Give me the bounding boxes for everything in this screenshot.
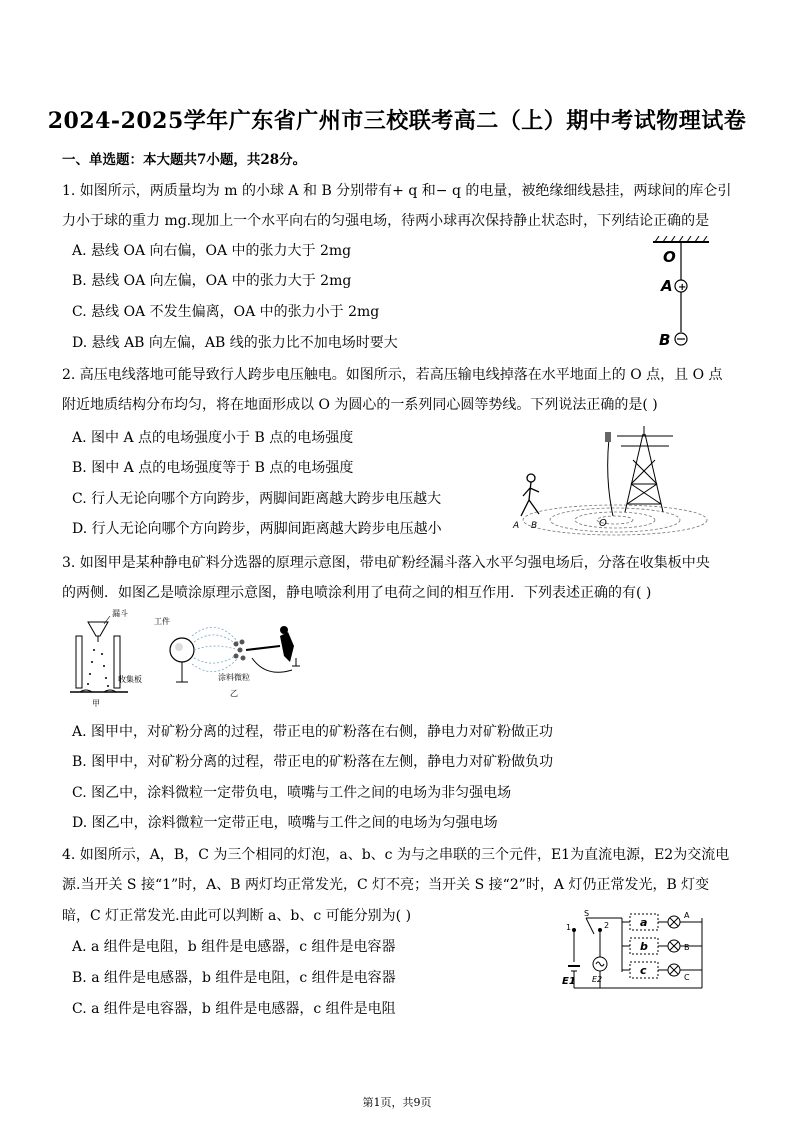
q2-option-a: A. 图中 A 点的电场强度小于 B 点的电场强度	[72, 430, 354, 446]
q4-label-1: 1	[566, 923, 572, 932]
q3-label-work: 工件	[154, 617, 170, 626]
q4-circuit-figure	[560, 908, 720, 996]
q3-option-a: A. 图甲中，对矿粉分离的过程，带正电的矿粉落在右侧，静电力对矿粉做正功	[72, 724, 554, 740]
q2-power-line-figure	[505, 420, 730, 538]
q1-option-b: B. 悬线 OA 向左偏，OA 中的张力大于 2mg	[72, 273, 352, 289]
q4-label-e2: E2	[592, 975, 603, 984]
q4-label-lamp-c: C	[684, 973, 690, 982]
q1-stem-line2: 力小于球的重力 mg.现加上一个水平向右的匀强电场，待两小球再次保持静止状态时，下列结论正确的是	[62, 213, 710, 229]
q2-option-b: B. 图中 A 点的电场强度等于 B 点的电场强度	[72, 460, 354, 476]
q4-stem-line2: 源.当开关 S 接“1”时，A、B 两灯均正常发光，C 灯不亮；当开关 S 接“2”时，A 灯仍正常发光，B 灯变	[62, 877, 710, 893]
page-title: 2024-2025学年广东省广州市三校联考高二（上）期中考试物理试卷	[47, 108, 747, 134]
q3-label-yi: 乙	[230, 689, 238, 698]
q1-label-a: A	[661, 277, 673, 295]
q1-stem-line1: 1. 如图所示，两质量均为 m 的小球 A 和 B 分别带有+ q 和− q 的电量，被绝缘细线悬挂，两球间的库仑引	[62, 183, 732, 199]
q1-label-o: O	[663, 248, 676, 266]
q3-label-plate: 收集板	[118, 675, 142, 684]
q1-option-a: A. 悬线 OA 向右偏，OA 中的张力大于 2mg	[72, 243, 352, 259]
q4-label-c: c	[640, 964, 647, 977]
q2-label-o: O	[599, 518, 607, 529]
q2-option-d: D. 行人无论向哪个方向跨步，两脚间距离越大跨步电压越小	[72, 521, 442, 537]
q4-label-2: 2	[604, 921, 610, 930]
q3-stem-line2: 的两侧．如图乙是喷涂原理示意图，静电喷涂利用了电荷之间的相互作用．下列表述正确的有( )	[62, 585, 652, 601]
section-heading: 一、单选题：本大题共7小题，共28分。	[62, 152, 307, 168]
q3-option-b: B. 图甲中，对矿粉分离的过程，带正电的矿粉落在左侧，静电力对矿粉做负功	[72, 754, 554, 770]
svg-text:+: +	[678, 282, 687, 293]
q1-pendulum-figure	[645, 236, 715, 356]
q2-stem-line1: 2. 高压电线落地可能导致行人跨步电压触电。如图所示，若高压输电线掉落在水平地面上的 O 点，且 O 点	[62, 367, 723, 383]
q3-label-jia: 甲	[92, 699, 100, 708]
q4-option-c: C. a 组件是电容器，b 组件是电感器，c 组件是电阻	[72, 1001, 396, 1017]
q4-option-a: A. a 组件是电阻，b 组件是电感器，c 组件是电容器	[72, 939, 396, 955]
q3-stem-line1: 3. 如图甲是某种静电矿料分选器的原理示意图，带电矿粉经漏斗落入水平匀强电场后，分落在收集板中央	[62, 555, 710, 571]
q3-separator-and-spray-figure	[66, 606, 326, 710]
q2-label-b: B	[531, 521, 538, 531]
q4-label-e1: E1	[562, 976, 576, 987]
q4-label-a: a	[640, 916, 648, 929]
q4-stem-line3: 暗，C 灯正常发光.由此可以判断 a、b、c 可能分别为( )	[62, 908, 412, 924]
q3-option-d: D. 图乙中，涂料微粒一定带正电，喷嘴与工件之间的电场为匀强电场	[72, 815, 498, 831]
q3-label-funnel: 漏斗	[112, 609, 128, 618]
q2-stem-line2: 附近地质结构分布均匀，将在地面形成以 O 为圆心的一系列同心圆等势线。下列说法正确的是( )	[62, 397, 658, 413]
q4-label-b: b	[640, 940, 648, 953]
q2-option-c: C. 行人无论向哪个方向跨步，两脚间距离越大跨步电压越大	[72, 491, 442, 507]
q1-label-b: B	[659, 331, 671, 349]
q1-option-d: D. 悬线 AB 向左偏，AB 线的张力比不加电场时要大	[72, 335, 398, 351]
q4-option-b: B. a 组件是电感器，b 组件是电阻，c 组件是电容器	[72, 970, 396, 986]
q4-stem-line1: 4. 如图所示，A，B，C 为三个相同的灯泡，a、b、c 为与之串联的三个元件，E1为直流电源，E2为交流电	[62, 847, 730, 863]
q4-label-lamp-a: A	[684, 911, 690, 920]
q3-option-c: C. 图乙中，涂料微粒一定带负电，喷嘴与工件之间的电场为非匀强电场	[72, 785, 512, 801]
q4-label-s: S	[584, 909, 590, 918]
q1-option-c: C. 悬线 OA 不发生偏离，OA 中的张力小于 2mg	[72, 304, 380, 320]
q2-label-a: A	[513, 521, 520, 531]
q3-label-paint: 涂料微粒	[218, 673, 250, 682]
page-footer: 第1页，共9页	[362, 1096, 432, 1109]
q4-label-lamp-b: B	[684, 943, 690, 952]
